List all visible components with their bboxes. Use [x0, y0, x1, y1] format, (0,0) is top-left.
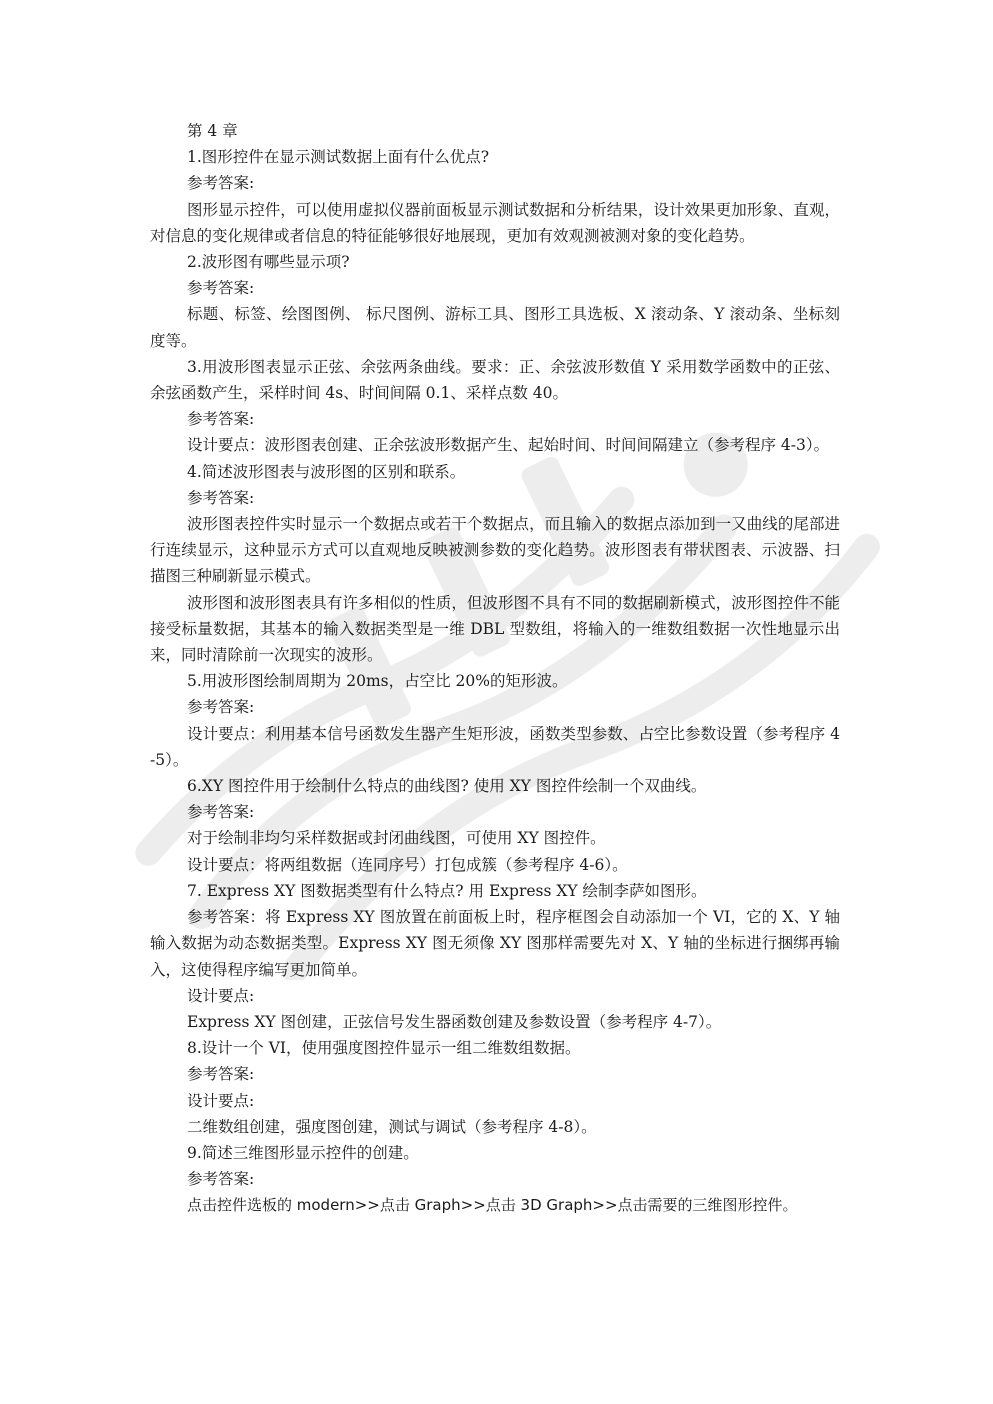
answer-text: 参考答案：将 Express XY 图放置在前面板上时，程序框图会自动添加一个 VI，它的 X、Y 轴输入数据为动态数据类型。Express XY 图无须像 XY 图那样需要先对 X、Y 轴的坐标进行捆绑再输入，这使得程序编写更加简单。: [150, 908, 840, 979]
answer-label: 参考答案:: [187, 410, 255, 429]
question-3: 3.用波形图表显示正弦、余弦两条曲线。要求：正、余弦波形数值 Y 采用数学函数中的正弦、余弦函数产生，采样时间 4s、时间间隔 0.1、采样点数 40。: [150, 357, 840, 403]
answer-text: 波形图表控件实时显示一个数据点或若干个数据点，而且输入的数据点添加到一又曲线的尾部进行连续显示，这种显示方式可以直观地反映被测参数的变化趋势。波形图表有带状图表、示波器、扫描图三种刷新显示模式。: [150, 515, 840, 586]
answer-label: 参考答案:: [187, 698, 255, 717]
answer-label: 参考答案:: [187, 488, 255, 507]
design-points-label: 设计要点:: [187, 1091, 255, 1110]
answer-text: 对于绘制非均匀采样数据或封闭曲线图，可使用 XY 图控件。: [187, 829, 606, 848]
answer-label: 参考答案:: [187, 174, 255, 193]
answer-label: 参考答案:: [187, 1170, 255, 1189]
question-6: 6.XY 图控件用于绘制什么特点的曲线图? 使用 XY 图控件绘制一个双曲线。: [187, 777, 707, 796]
answer-label: 参考答案:: [187, 279, 255, 298]
answer-text: 二维数组创建，强度图创建，测试与调试（参考程序 4-8）。: [187, 1117, 597, 1136]
question-8: 8.设计一个 VI，使用强度图控件显示一组二维数组数据。: [187, 1039, 581, 1058]
chapter-heading: 第 4 章: [187, 122, 238, 140]
answer-text: 波形图和波形图表具有许多相似的性质，但波形图不具有不同的数据刷新模式，波形图控件不能接受标量数据，其基本的输入数据类型是一维 DBL 型数组，将输入的一维数组数据一次性地显示出来，同时清除前一次现实的波形。: [150, 593, 840, 665]
answer-label: 参考答案:: [187, 1065, 255, 1084]
question-1: 1.图形控件在显示测试数据上面有什么优点?: [187, 148, 490, 167]
answer-text: 点击控件选板的 modern>>点击 Graph>>点击 3D Graph>>点击需要的三维图形控件。: [187, 1196, 798, 1215]
answer-text: 设计要点：波形图表创建、正余弦波形数据产生、起始时间、时间间隔建立（参考程序 4-3）。: [187, 436, 830, 455]
design-points-label: 设计要点:: [187, 986, 255, 1005]
question-9: 9.简述三维图形显示控件的创建。: [187, 1143, 419, 1162]
document-page: [150, 118, 840, 1219]
question-4: 4.简述波形图表与波形图的区别和联系。: [187, 462, 466, 481]
answer-label: 参考答案:: [187, 803, 255, 822]
answer-text: 标题、标签、绘图图例、 标尺图例、游标工具、图形工具选板、X 滚动条、Y 滚动条、坐标刻度等。: [150, 305, 840, 350]
answer-text: 设计要点：将两组数据（连同序号）打包成簇（参考程序 4-6）。: [187, 855, 628, 874]
question-7: 7. Express XY 图数据类型有什么特点? 用 Express XY 绘制李萨如图形。: [187, 881, 707, 900]
question-2: 2.波形图有哪些显示项?: [187, 253, 350, 272]
answer-text: 设计要点：利用基本信号函数发生器产生矩形波，函数类型参数、占空比参数设置（参考程序 4-5）。: [150, 724, 840, 769]
answer-text: Express XY 图创建，正弦信号发生器函数创建及参数设置（参考程序 4-7）。: [187, 1012, 722, 1031]
question-5: 5.用波形图绘制周期为 20ms，占空比 20%的矩形波。: [187, 672, 568, 691]
answer-text: 图形显示控件，可以使用虚拟仪器前面板显示测试数据和分析结果，设计效果更加形象、直观，对信息的变化规律或者信息的特征能够很好地展现，更加有效观测被测对象的变化趋势。: [150, 200, 840, 245]
